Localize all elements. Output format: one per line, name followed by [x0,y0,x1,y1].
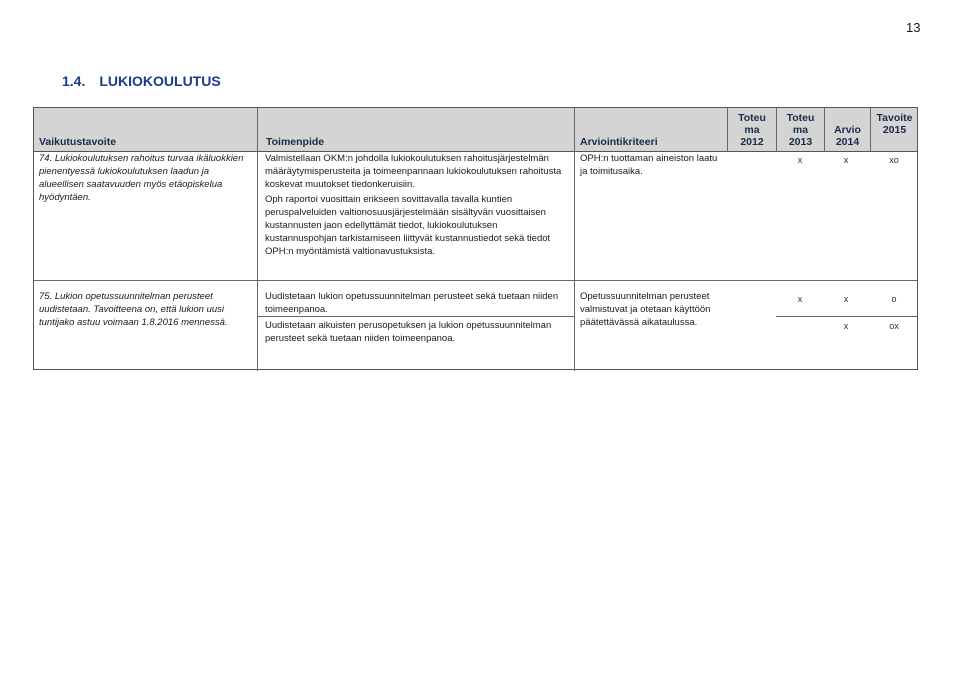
page-number: 13 [906,20,921,35]
row-74-mark-2013: x [797,155,803,165]
divider [257,108,258,371]
row-74-mark-2015: xo [889,155,899,165]
row-75b-mark-2014: x [843,321,849,331]
header-arvio-2014: Arvio 2014 [834,124,861,148]
row-75a-mark-2015: o [891,294,897,304]
row-75a-mark-2013: x [797,294,803,304]
section-number: 1.4. [62,73,86,89]
section-title [62,73,221,89]
divider [574,108,575,371]
row-75-action-2: Uudistetaan aikuisten perusopetuksen ja lukion opetussuunnitelman perusteet sekä tuetaan niiden toimeenpanoa. [265,320,552,344]
row-divider [34,280,917,281]
header-criteria: Arviointikriteeri [580,136,658,148]
row-74-action-1: Valmistellaan OKM:n johdolla lukiokoulutuksen rahoitusjärjestelmän määräytymisperusteita ja toimeenpannaan lukiokoulutuksen rahoitusta koskevat muutokset tiedonkeruisiin. [265,153,562,190]
row-75b-mark-2015: ox [889,321,899,331]
row-75a-mark-2014: x [843,294,849,304]
header-toteuma-2012: Toteu ma 2012 [738,112,766,148]
header-tavoite-2015: Tavoite 2015 [876,112,913,136]
row-74-mark-2014: x [843,155,849,165]
row-75-action-1: Uudistetaan lukion opetussuunnitelman perusteet sekä tuetaan niiden toimeenpanoa. [265,291,559,315]
header-goal: Vaikutustavoite [39,136,117,148]
row-74-goal: 74. Lukiokoulutuksen rahoitus turvaa ikäluokkien pienentyessä lukiokoulutuksen laadun ja alueellisen saatavuuden myös etäopiskelua hyödyntäen. [39,153,244,203]
row-75-goal: 75. Lukion opetussuunnitelman perusteet uudistetaan. Tavoitteena on, että lukion uusi tuntijako astuu voimaan 1.8.2016 mennessä. [39,291,228,328]
row-74-action-2: Oph raportoi vuosittain erikseen sovittavalla tavalla kuntien peruspalveluiden valtionosuusjärjestelmään sisältyvän vuosittaisen kustannusten jaon edellyttämät tiedot, lukiokoulutuksen kustannuspohjan tarkistamiseen liittyvät kustannustiedot sekä tiedot OPH:n myöntämistä valtionavustuksista. [265,194,551,257]
header-toteuma-2013: Toteu ma 2013 [786,112,815,148]
row-74-criteria: OPH:n tuottaman aineiston laatu ja toimitusaika. [580,153,718,177]
action-divider [257,316,574,317]
section-heading: LUKIOKOULUTUS [99,73,221,89]
row-75-criteria: Opetussuunnitelman perusteet valmistuvat ja otetaan käyttöön päätettävässä aikataulussa. [580,291,711,328]
header-action: Toimenpide [266,136,325,148]
action-table [33,107,918,370]
marks-divider [776,316,918,317]
